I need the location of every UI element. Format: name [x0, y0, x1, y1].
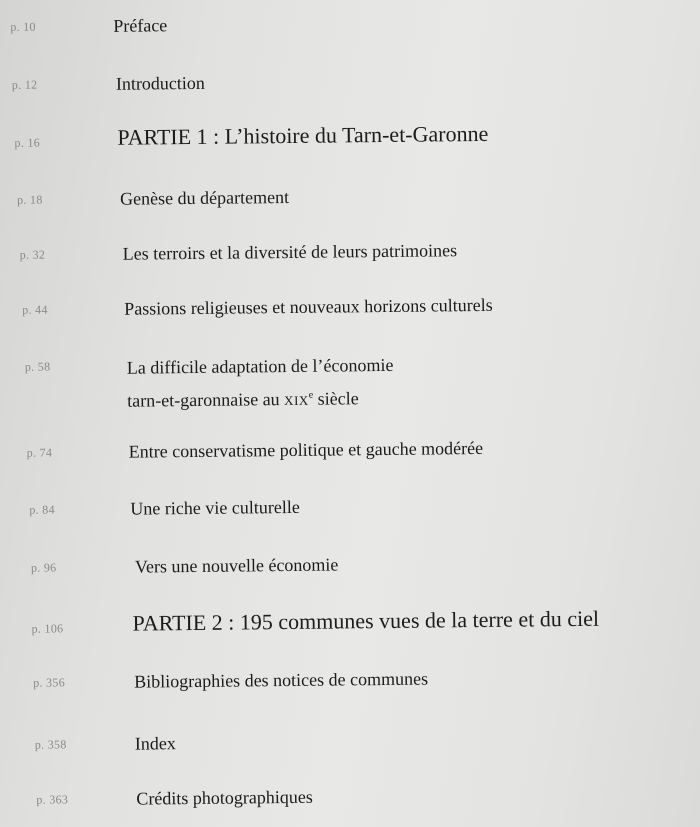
- toc-entry: [3, 235, 700, 264]
- page-reference: p. 10: [10, 19, 36, 34]
- page-reference: p. 84: [29, 502, 55, 517]
- page-reference: p. 358: [34, 737, 67, 752]
- toc-entry: [8, 780, 700, 809]
- page-reference: p. 363: [36, 792, 69, 807]
- page-reference: p. 58: [24, 359, 51, 374]
- entry-title: Index: [134, 733, 176, 754]
- entry-title-text: siècle: [313, 388, 359, 409]
- entry-title: Passions religieuses et nouveaux horizons culturels: [124, 294, 493, 319]
- page-reference: p. 18: [17, 192, 43, 207]
- entry-title: Genèse du département: [119, 186, 290, 209]
- part-heading: PARTIE 2 : 195 communes vues de la terre et du ciel: [132, 605, 600, 636]
- entry-title-line: [127, 380, 394, 418]
- entry-title: Entre conservatisme politique et gauche modérée: [128, 437, 484, 462]
- toc-entry: [8, 725, 700, 754]
- toc-entry: [5, 433, 700, 462]
- entry-title: [127, 350, 394, 418]
- toc-entry: [5, 490, 700, 519]
- entry-title: Introduction: [115, 72, 205, 94]
- entry-title: Préface: [113, 15, 168, 36]
- page-reference: p. 12: [11, 77, 38, 92]
- page-reference: p. 16: [14, 135, 41, 150]
- toc-entry: [0, 7, 700, 36]
- toc-entry: [7, 663, 700, 692]
- page-reference: p. 32: [19, 247, 46, 262]
- entry-title: Vers une nouvelle économie: [134, 554, 339, 577]
- entry-title: Les terroirs et la diversité de leurs patrimoines: [122, 240, 458, 264]
- page-reference: p. 74: [26, 445, 53, 460]
- part-heading: PARTIE 1 : L’histoire du Tarn-et-Garonne: [117, 120, 489, 150]
- toc-entry: [2, 180, 700, 209]
- page-reference: p. 106: [31, 621, 64, 636]
- entry-title: Une riche vie culturelle: [130, 496, 300, 519]
- entry-title: Crédits photographiques: [136, 786, 313, 809]
- entry-title-line: La difficile adaptation de l’économie: [126, 354, 394, 378]
- page-reference: p. 96: [30, 560, 57, 575]
- toc-entry: [6, 605, 700, 636]
- page-reference: p. 356: [33, 675, 66, 690]
- page-reference: p. 44: [22, 302, 48, 317]
- century-numeral: XIX: [284, 392, 309, 409]
- toc-entry: [6, 548, 700, 577]
- toc-entry: [1, 65, 700, 94]
- toc-entry: [3, 290, 700, 319]
- toc-entry: [1, 120, 700, 150]
- century-superscript: e: [308, 389, 314, 401]
- entry-title-text: tarn-et-garonnaise au: [127, 389, 285, 411]
- toc-entry: [4, 347, 700, 411]
- entry-title: Bibliographies des notices de communes: [134, 668, 429, 692]
